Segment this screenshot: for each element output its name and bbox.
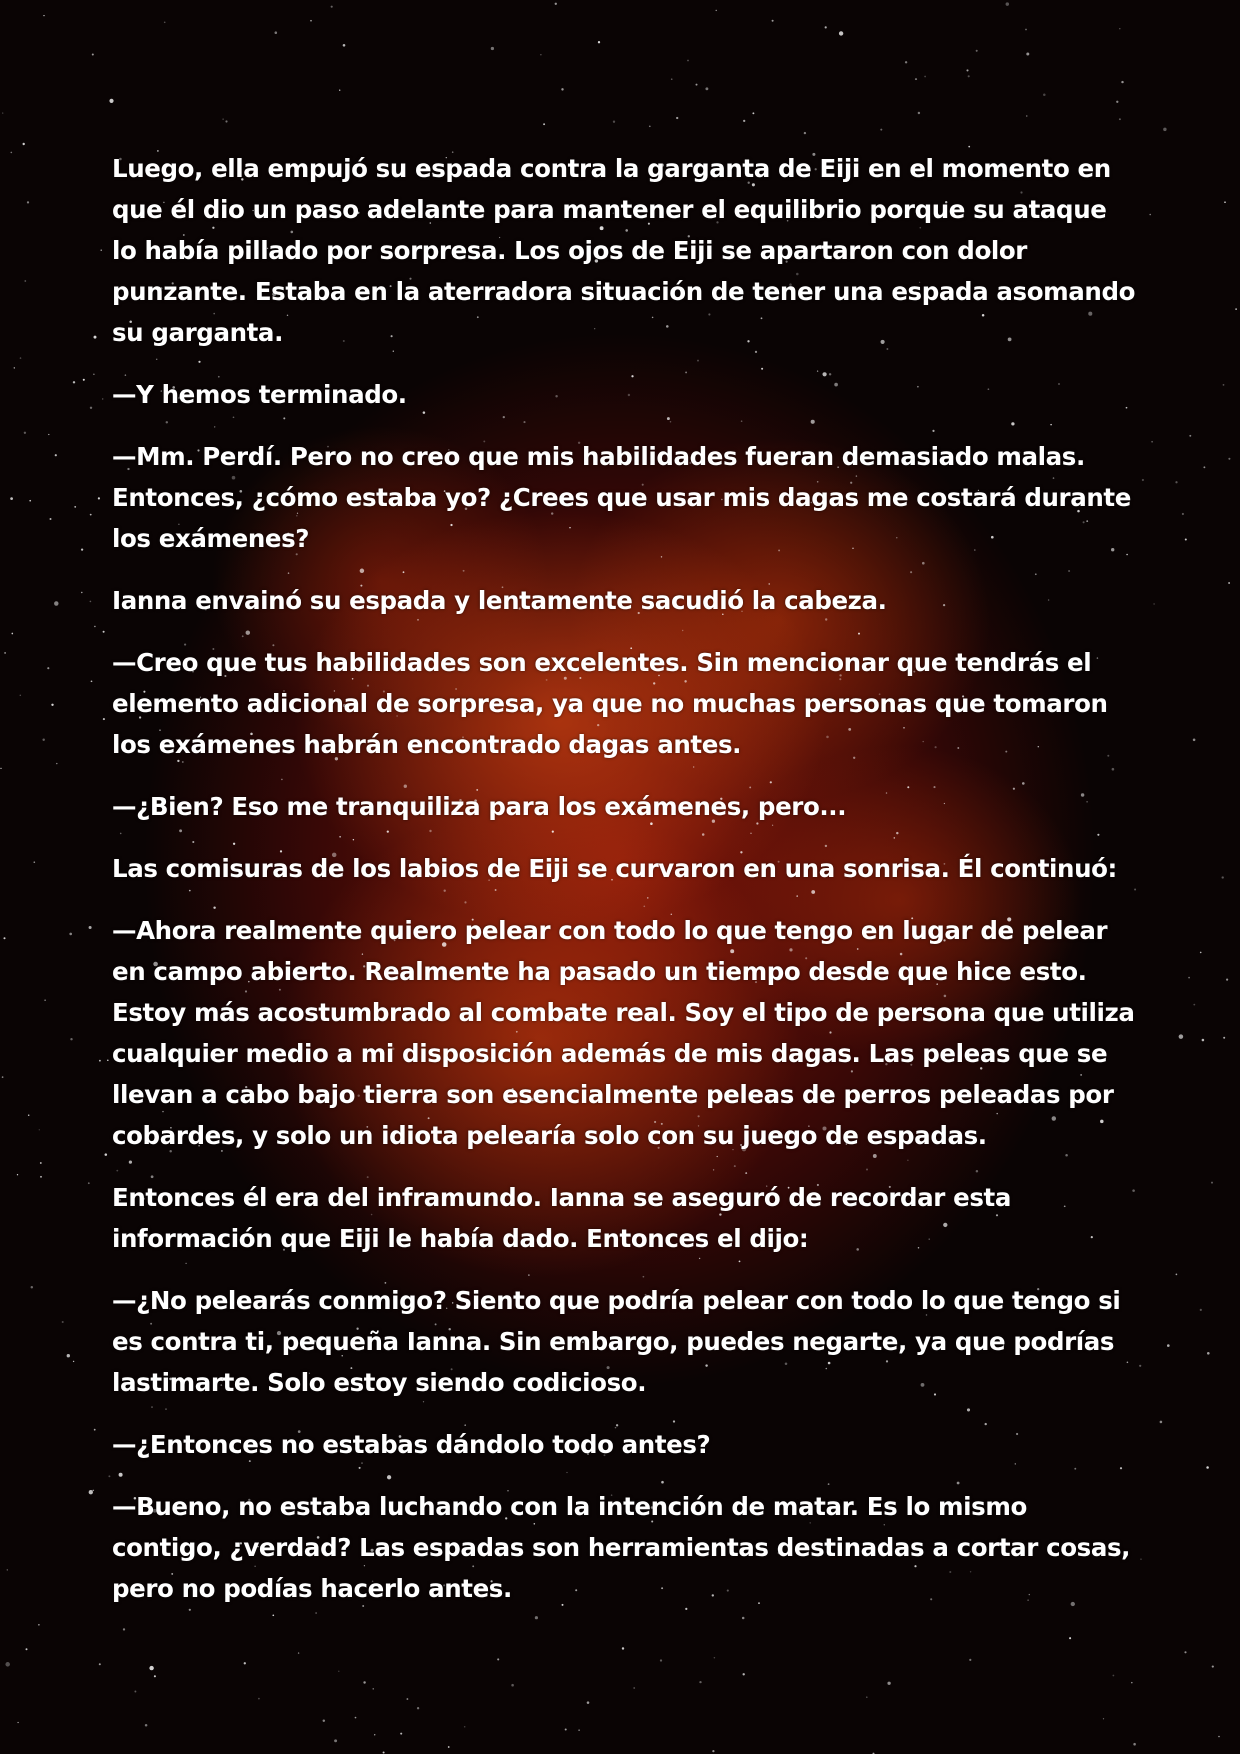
- star: [699, 1681, 701, 1683]
- star: [275, 31, 278, 34]
- paragraph: Entonces él era del inframundo. Ianna se aseguró de recordar esta información que Eiji le había dado. Entonces el dijo:: [112, 1183, 1011, 1253]
- star: [1189, 435, 1191, 437]
- star: [1193, 1004, 1195, 1006]
- star: [743, 1673, 745, 1675]
- star: [968, 75, 970, 77]
- star: [1113, 1675, 1115, 1677]
- star: [1223, 384, 1225, 386]
- star: [154, 1675, 156, 1677]
- paragraph: —Creo que tus habilidades son excelentes. Sin mencionar que tendrás el elemento adicional de sorpresa, ya que no muchas personas que tomaron los exámenes habrán encontrado dagas antes.: [112, 648, 1108, 759]
- star: [1139, 1365, 1141, 1367]
- star: [343, 44, 346, 47]
- star: [714, 1657, 715, 1658]
- star: [4, 652, 6, 654]
- star: [1151, 441, 1153, 443]
- star: [5, 1662, 10, 1667]
- star: [73, 381, 75, 383]
- star: [448, 1746, 450, 1748]
- star: [103, 718, 105, 720]
- star: [38, 1624, 40, 1626]
- star: [69, 933, 72, 936]
- star: [712, 1750, 714, 1752]
- star: [81, 592, 82, 593]
- star: [149, 1666, 153, 1670]
- star: [298, 1652, 299, 1653]
- star: [511, 1684, 514, 1687]
- star: [887, 1682, 890, 1685]
- star: [73, 1361, 74, 1362]
- star: [43, 15, 44, 16]
- star: [1175, 481, 1177, 483]
- star: [1131, 1682, 1133, 1684]
- star: [915, 78, 917, 80]
- star: [1235, 308, 1237, 310]
- star: [164, 21, 166, 23]
- star: [1202, 1039, 1205, 1042]
- paragraph: Ianna envainó su espada y lentamente sacudió la cabeza.: [112, 586, 887, 615]
- star: [103, 631, 105, 633]
- star: [1206, 1466, 1209, 1469]
- star: [1179, 1034, 1184, 1039]
- star: [543, 123, 545, 125]
- paragraph: —Y hemos terminado.: [112, 380, 407, 409]
- star: [565, 1728, 567, 1730]
- star: [705, 87, 708, 90]
- star: [1026, 115, 1027, 116]
- star: [918, 112, 920, 114]
- star: [1043, 93, 1046, 96]
- star: [1153, 603, 1154, 604]
- star: [74, 506, 76, 508]
- star: [2, 112, 3, 113]
- star: [1218, 1736, 1220, 1738]
- star: [417, 1707, 419, 1709]
- star: [1185, 538, 1187, 540]
- star: [1103, 1718, 1104, 1719]
- star: [561, 88, 563, 90]
- star: [1026, 53, 1029, 56]
- star: [91, 680, 93, 682]
- star: [89, 1490, 93, 1494]
- star: [622, 1647, 624, 1649]
- star: [93, 374, 94, 375]
- star: [10, 152, 12, 154]
- star: [1200, 1309, 1202, 1311]
- star: [696, 84, 698, 86]
- star: [578, 1729, 580, 1731]
- star: [406, 1698, 408, 1700]
- star: [1140, 1558, 1141, 1559]
- star: [772, 20, 774, 22]
- star: [14, 367, 15, 368]
- star: [1116, 101, 1118, 103]
- star: [1228, 582, 1230, 584]
- star: [55, 454, 57, 456]
- star: [839, 31, 843, 35]
- star: [613, 121, 615, 123]
- star: [40, 1176, 42, 1178]
- star: [598, 41, 600, 43]
- star: [109, 99, 113, 103]
- star: [1160, 1421, 1163, 1424]
- star: [89, 926, 92, 929]
- star: [497, 1658, 499, 1660]
- star: [1163, 128, 1166, 131]
- star: [924, 76, 926, 78]
- star: [258, 1698, 260, 1700]
- star: [540, 54, 541, 55]
- star: [1121, 81, 1123, 83]
- star: [17, 1174, 18, 1175]
- paragraph: —¿Bien? Eso me tranquiliza para los exámenes, pero...: [112, 792, 847, 821]
- star: [39, 1129, 40, 1130]
- star: [338, 1671, 339, 1672]
- star: [105, 1153, 108, 1156]
- star: [374, 1734, 375, 1735]
- star: [1188, 977, 1190, 979]
- star: [1142, 479, 1144, 481]
- star: [1226, 979, 1228, 981]
- star: [26, 1648, 28, 1650]
- star: [331, 6, 333, 8]
- star: [752, 112, 754, 114]
- star: [48, 434, 49, 435]
- star: [1223, 1037, 1225, 1039]
- star: [1207, 1352, 1210, 1355]
- star: [56, 763, 57, 764]
- star: [99, 1663, 101, 1665]
- star: [1176, 1274, 1178, 1276]
- star: [62, 1321, 64, 1323]
- star: [660, 1659, 662, 1661]
- star: [28, 1114, 29, 1115]
- paragraph: —Bueno, no estaba luchando con la intención de matar. Es lo mismo contigo, ¿verdad? Las espadas son herramientas destinadas a cortar cosas, pero no podías hacerlo antes.: [112, 1492, 1131, 1603]
- star: [334, 1739, 337, 1742]
- star: [976, 50, 978, 52]
- star: [98, 497, 100, 499]
- star: [27, 201, 29, 203]
- star: [1224, 201, 1226, 203]
- star: [23, 143, 25, 145]
- star: [966, 69, 968, 71]
- star: [93, 1490, 95, 1492]
- star: [1222, 876, 1224, 878]
- star: [825, 26, 827, 28]
- star: [24, 432, 26, 434]
- star: [70, 1038, 72, 1040]
- star: [633, 1687, 635, 1689]
- story-text: [112, 148, 1136, 1630]
- star: [83, 379, 85, 381]
- star: [0, 768, 1, 769]
- star: [355, 1717, 357, 1719]
- star: [54, 601, 58, 605]
- star: [1006, 2, 1009, 5]
- star: [44, 1000, 45, 1001]
- star: [1069, 1637, 1071, 1639]
- star: [969, 1659, 971, 1661]
- star: [1119, 28, 1120, 29]
- star: [7, 1569, 8, 1570]
- paragraph: Luego, ella empujó su espada contra la garganta de Eiji en el momento en que él dio un paso adelante para mantener el equilibrio porque su ataque lo había pillado por sorpresa. Los ojos de Eiji se apartaron con dolor punzante. Estaba en la aterradora situación de tener una espada asomando su garganta.: [112, 154, 1136, 347]
- star: [671, 78, 673, 80]
- star: [804, 132, 806, 134]
- star: [40, 1162, 42, 1164]
- paragraph: —¿No pelearás conmigo? Siento que podría pelear con todo lo que tengo si es contra ti, pequeña Ianna. Sin embargo, puedes negarte, ya que podrías lastimarte. Solo estoy siendo codicioso.: [112, 1286, 1121, 1397]
- star: [47, 667, 49, 669]
- star: [1167, 1344, 1170, 1347]
- star: [363, 1681, 365, 1683]
- star: [1203, 466, 1205, 468]
- star: [310, 20, 312, 22]
- star: [90, 407, 92, 409]
- star: [339, 90, 340, 91]
- star: [3, 937, 5, 939]
- star: [1133, 1743, 1136, 1746]
- star: [134, 1691, 136, 1693]
- star: [51, 704, 53, 706]
- paragraph: Las comisuras de los labios de Eiji se curvaron en una sonrisa. Él continuó:: [112, 854, 1117, 883]
- star: [17, 1722, 18, 1723]
- star: [587, 1701, 590, 1704]
- star: [90, 601, 92, 603]
- star: [81, 548, 83, 550]
- star: [42, 739, 44, 741]
- star: [99, 1060, 101, 1062]
- star: [11, 633, 13, 635]
- star: [1228, 458, 1230, 460]
- star: [88, 1182, 90, 1184]
- star: [50, 518, 52, 520]
- star: [866, 1696, 868, 1698]
- star: [400, 1733, 402, 1735]
- star: [225, 120, 227, 122]
- star: [108, 1475, 110, 1477]
- star: [1184, 1651, 1186, 1653]
- star: [31, 1286, 33, 1288]
- paragraph: —Mm. Perdí. Pero no creo que mis habilidades fueran demasiado malas. Entonces, ¿cómo estaba yo? ¿Crees que usar mis dagas me costará durante los exámenes?: [112, 442, 1131, 553]
- star: [222, 118, 223, 119]
- star: [20, 695, 21, 696]
- star: [905, 61, 907, 63]
- star: [555, 3, 557, 5]
- star: [92, 53, 94, 55]
- star: [743, 120, 745, 122]
- star: [373, 1688, 374, 1689]
- paragraph: —¿Entonces no estabas dándolo todo antes?: [112, 1430, 711, 1459]
- star: [244, 1662, 246, 1664]
- star: [1200, 952, 1202, 954]
- star: [1119, 118, 1121, 120]
- star: [10, 497, 13, 500]
- star: [716, 10, 717, 11]
- star: [464, 1726, 466, 1728]
- star: [20, 357, 22, 359]
- star: [24, 280, 26, 282]
- star: [34, 861, 36, 863]
- star: [94, 626, 95, 627]
- star: [649, 125, 651, 127]
- star: [94, 336, 97, 339]
- star: [1193, 739, 1196, 742]
- star: [880, 129, 882, 131]
- star: [1182, 513, 1184, 515]
- paragraph: —Ahora realmente quiero pelear con todo lo que tengo en lugar de pelear en campo abierto. Realmente ha pasado un tiempo desde que hice esto. Estoy más acostumbrado al combate real. Soy el tipo de persona que utiliza cualquier medio a mi disposición además de mis dagas. Las peleas que se llevan a cabo bajo tierra son esencialmente peleas de perros peleadas por cobardes, y solo un idiota pelearía solo con su juego de espadas.: [112, 916, 1135, 1150]
- star: [1149, 214, 1151, 216]
- star: [383, 1751, 385, 1753]
- star: [491, 47, 494, 50]
- star: [94, 1429, 96, 1431]
- star: [676, 117, 678, 119]
- star: [1212, 1666, 1214, 1668]
- star: [101, 250, 102, 251]
- star: [687, 60, 689, 62]
- star: [1211, 1182, 1213, 1184]
- star: [323, 1720, 325, 1722]
- star: [1025, 29, 1027, 31]
- star: [29, 500, 31, 502]
- star: [145, 1724, 148, 1727]
- star: [2, 1076, 4, 1078]
- star: [102, 398, 103, 399]
- star: [67, 1354, 70, 1357]
- star: [107, 1059, 109, 1061]
- star: [90, 514, 92, 516]
